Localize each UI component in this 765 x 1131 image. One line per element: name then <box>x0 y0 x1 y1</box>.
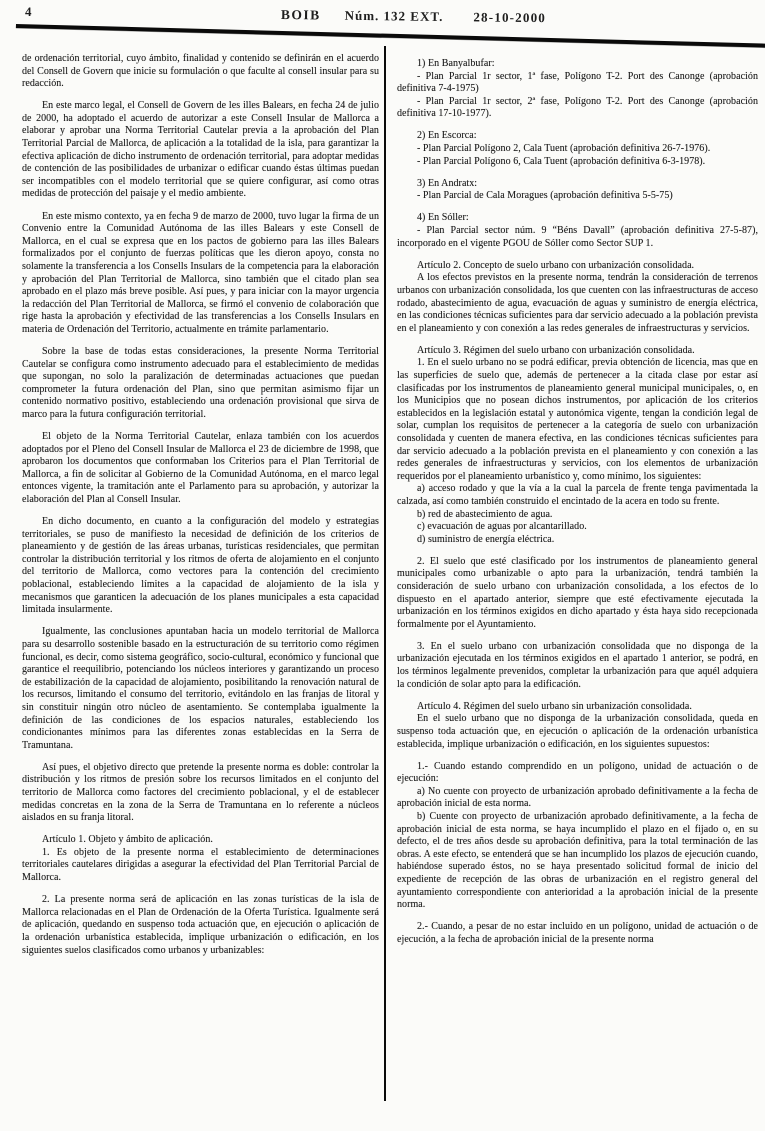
text-block <box>22 894 379 957</box>
paragraph: En el suelo urbano que no disponga de la urbanización consolidada, queda en suspenso toda actuación que, en ejecución o aplicación de la ordenación urbanística establecida, implique urbanización o edificación, en los siguientes supuestos: <box>397 713 758 750</box>
paragraph: - Plan Parcial Polígono 2, Cala Tuent (aprobación definitiva 26-7-1976). <box>417 143 711 155</box>
paragraph: En este marco legal, el Consell de Govern de les illes Balears, en fecha 24 de julio de 2000, ha adoptado el acuerdo de autorizar a este Consell Insular de Mallorca a elaborar y aprobar una Norma Territorial Cautelar previa a la aprobación del Plan Territorial Parcial de Mallorca, de aplicación a la totalidad de la isla, para garantizar la efectiva aplicación de dicho instrumento de ordenación territorial, para adoptar medidas de contención de las posibilidades de urbanizar o edificar cuando éstas últimas puedan ser incompatibles con el modelo territorial que se quiere configurar, así como otras medidas de protección del paisaje y el medio ambiente. <box>22 100 379 200</box>
paragraph: Así pues, el objetivo directo que pretende la presente norma es doble: controlar la distribución y los ritmos de presión sobre los recursos limitados en el conjunto del territorio de Mallorca como factores del crecimiento poblacional, y el de establecer medidas concretas en la zona de la Serra de Tramuntana en lo referente a núcleos aislados en su franja litoral. <box>22 761 379 824</box>
text-block <box>22 762 379 825</box>
paragraph: En este mismo contexto, ya en fecha 9 de marzo de 2000, tuvo lugar la firma de un Convenio entre la Comunidad Autónoma de las illes Balears y este Consell de Mallorca, en el cual se expresa que en los pactos de gobierno para las illes Balears formalizados por el conjunto de fuerzas políticas que les dieron apoyo, consta no solamente la transferencia a los Consells Insulars de la competencia para la elaboración y aprobación del Plan Territorial de Mallorca, sino también que el citado plan sea aprobado en el plazo más breve posible. Así pues, y para iniciar con la mayor urgencia la redacción del Plan Territorial de Mallorca, se firmó el convenio de colaboración que rige hasta la aprobación y efectividad de las transferencias a los Consells Insulars en materia de Ordenación del Territorio, actualmente en trámite parlamentario. <box>22 210 379 335</box>
text-block <box>397 58 758 121</box>
paragraph: de ordenación territorial, cuyo ámbito, finalidad y contenido se definirán en el acuerdo del Consell de Govern que inicie su formulación o que faculte al consell insular para su redacción. <box>22 53 379 90</box>
text-block <box>22 53 379 91</box>
paragraph: - Plan Parcial 1r sector, 2ª fase, Polígono T-2. Port des Canonge (aprobación definitiva 17-10-1977). <box>397 95 758 120</box>
paragraph: A los efectos previstos en la presente norma, tendrán la consideración de terrenos urbanos con urbanización consolidada, los que cuenten con las infraestructuras de acceso rodado, abastecimiento de agua, evacuación de aguas y suministro de energía eléctrica, en las condiciones técnicas suficientes para dar servicio adecuado a la población prevista en el planeamiento y con conexión a las redes generales de infraestructuras y servicios. <box>397 272 758 334</box>
paragraph: 1) En Banyalbufar: <box>417 58 495 69</box>
text-block <box>397 212 758 250</box>
paragraph: a) No cuente con proyecto de urbanización aprobado definitivamente a la fecha de aprobación inicial de esta norma. <box>397 785 758 810</box>
left-column <box>22 53 379 967</box>
paragraph: 2. La presente norma será de aplicación en las zonas turísticas de la isla de Mallorca relacionadas en el Plan de Ordenación de la Oferta Turística. Igualmente será de aplicación, quedando en suspenso toda actuación que, en ejecución o aplicación de la ordenación urbanística establecida, implique urbanización o edificación, en los siguientes suelos clasificados como urbanos y urbanizables: <box>22 894 379 956</box>
text-block <box>397 260 758 336</box>
text-block <box>397 761 758 912</box>
paragraph: Artículo 3. Régimen del suelo urbano con urbanización consolidada. <box>417 344 695 356</box>
text-block <box>22 431 379 507</box>
text-block <box>397 178 758 203</box>
paragraph: Artículo 1. Objeto y ámbito de aplicación. <box>42 834 213 846</box>
paragraph: d) suministro de energía eléctrica. <box>417 533 555 545</box>
paragraph: Igualmente, las conclusiones apuntaban hacia un modelo territorial de Mallorca para su desarrollo sostenible basado en la estructuración de su territorio como régimen funcional, es decir, como sistema geográfico, socio-cultural, económico y funcional que garantice el reequilibrio, potenciando los núcleos interiores y garantizando un proceso de estabilización de la capacidad de alojamiento, posibilitando la renovación natural de los recursos, limitando el consumo del territorio, evitándolo en las franjas de litoral y sin constituir ningún otro núcleo de asentamiento. Se contemplaba igualmente la definición de las condiciones de los espacios naturales, estableciendo los condicionantes mínimos para las diferentes zonas establecidas en la Serra de Tramuntana. <box>22 626 379 751</box>
paragraph: a) acceso rodado y que la vía a la cual la parcela de frente tenga pavimentada la calzada, así como también construido el encintado de la acera en todo su frente. <box>397 483 758 507</box>
paragraph: 4) En Sóller: <box>417 212 469 224</box>
paragraph: Sobre la base de todas estas consideraciones, la presente Norma Territorial Cautelar se configura como instrumento adecuado para el establecimiento de medidas que supongan, no solo la paralización de determinadas actuaciones que puedan comprometer la futura ordenación del Plan, sino que permitan asimismo fijar un contenido normativo positivo, estableciendo una ordenación provisional que sirva de marco para la futura configuración territorial. <box>22 345 379 420</box>
issue-number: Núm. 132 EXT. <box>344 7 444 24</box>
paragraph: - Plan Parcial Polígono 6, Cala Tuent (aprobación definitiva 6-3-1978). <box>417 155 706 167</box>
text-block <box>22 834 379 884</box>
text-block <box>397 556 758 632</box>
paragraph: 3. En el suelo urbano con urbanización consolidada que no disponga de la urbanización ejecutada en los términos exigidos en el apartado 1 anterior, se podrá, en los términos legalmente prevenidos, completar la urbanización para que aquél adquiera la condición de solar apto para la edificación. <box>397 640 758 690</box>
paragraph: - Plan Parcial sector núm. 9 “Béns Davall” (aprobación definitiva 27-5-87), incorporado en el vigente PGOU de Sóller como Sector SUP 1. <box>397 225 758 249</box>
text-block <box>22 211 379 337</box>
paragraph: - Plan Parcial 1r sector, 1ª fase, Polígono T-2. Port des Canonge (aprobación definitiva 7-4-1975) <box>397 70 758 95</box>
column-divider <box>384 46 386 1101</box>
text-block <box>22 346 379 422</box>
header-rule <box>16 24 765 47</box>
paragraph: b) red de abastecimiento de agua. <box>417 508 553 520</box>
text-block <box>22 626 379 752</box>
paragraph: En dicho documento, en cuanto a la configuración del modelo y estrategias territoriales, se puso de manifiesto la necesidad de definición de los criterios de planeamiento y de gestión de las áreas urbanas, turísticas residenciales, que permitan controlar la distribución territorial y los ritmos de oferta de alojamiento en el conjunto del territorio de Mallorca, como vectores para la contención del crecimiento poblacional, estableciendo límites a la capacidad de alojamiento de la isla y mecanismos que garanticen la adecuación de los planes municipales a esta capacidad limitada insularmente. <box>22 516 379 616</box>
journal-title: BOIB <box>280 7 321 23</box>
text-block <box>397 921 758 946</box>
paragraph: 2) En Escorca: <box>417 130 477 142</box>
text-block <box>397 641 758 691</box>
text-block <box>397 701 758 751</box>
paragraph: El objeto de la Norma Territorial Cautelar, enlaza también con los acuerdos adoptados por el Pleno del Consell Insular de Mallorca el 23 de diciembre de 1998, que aprobaron los documentos que conformaban los Criterios para el Plan Territorial de Mallorca, a fin de solicitar al Gobierno de la Comunidad Autónoma, en el marco legal entonces vigente, la tramitación ante el Parlamento para su aprobación, y autorizar la elaboración del Plan al Consell Insular. <box>22 431 379 505</box>
paragraph: 3) En Andratx: <box>417 177 478 189</box>
text-block <box>397 345 758 547</box>
paragraph: 2.- Cuando, a pesar de no estar incluido en un polígono, unidad de actuación o de ejecución, a la fecha de aprobación inicial de la presente norma <box>397 921 758 945</box>
page-number: 4 <box>25 4 32 19</box>
paragraph: Artículo 4. Régimen del suelo urbano sin urbanización consolidada. <box>417 700 692 712</box>
right-column <box>397 58 758 956</box>
text-block <box>397 130 758 168</box>
paragraph: - Plan Parcial de Cala Moragues (aprobación definitiva 5-5-75) <box>417 190 673 202</box>
paragraph: 1. En el suelo urbano no se podrá edificar, previa obtención de licencia, mas que en las superficies de suelo que, además de pertenecer a la citada clase por estar así clasificadas por los instrumentos de planeamiento general municipal municipales, o, en los Municipios que no posean dichos instrumentos, por aplicación de los criterios establecidos en la legislación estatal y autonómica vigente, tengan la condición legal de solar, cumplan los requisitos de pertenecer a la categoría de suelo con urbanización consolidada y cuenten de manera efectiva, en las condiciones técnicas suficientes para dar servicio adecuado a la población prevista en el planeamiento y con conexión a las redes generales de infraestructuras y servicios, con los elementos de urbanización requeridos por el planeamiento urbanístico y, como mínimo, los siguientes: <box>397 357 758 482</box>
paragraph: b) Cuente con proyecto de urbanización aprobado definitivamente, a la fecha de aprobación inicial de esta norma, se haya incumplido el plazo en el fijado o, en su defecto, el de tres años desde su aprobación definitiva, para la total terminación de las obras. A este efecto, se entenderá que se han incumplido los plazos de ejecución cuando, habiéndose superado éstos, no se haya presentado solicitud formal de inicio del expediente de recepción de las obras de urbanización en el registro general del ayuntamiento correspondiente con anterioridad a la aprobación inicial de la presente norma. <box>397 810 758 911</box>
page-header <box>281 7 546 26</box>
issue-date: 28-10-2000 <box>473 9 547 26</box>
paragraph: 1. Es objeto de la presente norma el establecimiento de determinaciones territoriales cautelares dirigidas a asegurar la efectividad del Plan Territorial Parcial de Mallorca. <box>22 846 379 884</box>
paragraph: Artículo 2. Concepto de suelo urbano con urbanización consolidada. <box>417 259 695 271</box>
text-block <box>22 100 379 201</box>
paragraph: c) evacuación de aguas por alcantarillado. <box>417 521 587 533</box>
paragraph: 1.- Cuando estando comprendido en un polígono, unidad de actuación o de ejecución: <box>397 760 758 785</box>
paragraph: 2. El suelo que esté clasificado por los instrumentos de planeamiento general municipales como urbanizable o apto para la urbanización, tendrá también la consideración de suelo urbano con urbanización consolidada, a los efectos de lo dispuesto en el apartado anterior, siempre que esté efectivamente ejecutada la urbanización en los términos exigidos en dicho apartado y ésta haya sido recepcionada formalmente por el Ayuntamiento. <box>397 555 758 630</box>
text-block <box>22 516 379 617</box>
